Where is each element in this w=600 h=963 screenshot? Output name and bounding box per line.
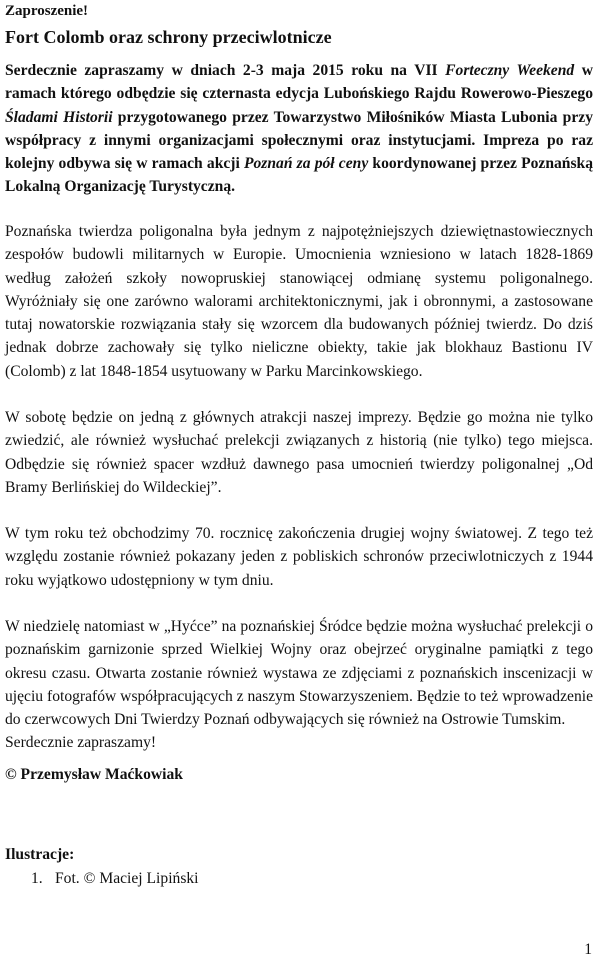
intro-text-3: przygotowanego przez Towarzystwo Miłośników Miasta Lubonia przy współpracy z innymi organizacjami społecznymi oraz instytucjami. Impreza po raz kolejny odbywa się w ramach akcji bbox=[5, 108, 593, 173]
illustrations-heading: Ilustracje: bbox=[5, 846, 75, 863]
event-name: Forteczny Weekend bbox=[445, 62, 575, 79]
page-number: 1 bbox=[584, 941, 592, 958]
paragraph-saturday: W sobotę będzie on jedną z głównych atrakcji naszej imprezy. Będzie go można nie tylko zwiedzić, ale również wysłuchać prelekcji związanych z historią (nie tylko) tego miejsca. Odbędzie się również spacer wzdłuż dawnego pasa umocnień twierdzy poligonalnej „Od Bramy Berlińskiej do Wildeckiej”. bbox=[5, 409, 593, 496]
intro-text-4: koordynowanej przez Poznańską Lokalną Organizację Turystyczną. bbox=[5, 155, 593, 196]
paragraph-anniversary: W tym roku też obchodzimy 70. rocznicę zakończenia drugiej wojny światowej. Z tego też względu zostanie również pokazany jeden z pobliskich schronów przeciwlotniczych z 1944 roku wyjątkowo udostępniony w tym dniu. bbox=[5, 525, 593, 589]
illustration-credit: Fot. © Maciej Lipiński bbox=[55, 870, 199, 887]
author-signature: © Przemysław Maćkowiak bbox=[5, 766, 183, 783]
invitation-label: Zaproszenie! bbox=[5, 3, 89, 19]
illustration-item bbox=[31, 870, 199, 888]
rally-name: Śladami Historii bbox=[5, 108, 113, 126]
intro-text-1: Serdecznie zapraszamy w dniach 2-3 maja 2015 roku na VII bbox=[5, 62, 446, 79]
illustration-number: 1. bbox=[31, 870, 43, 887]
paragraph-fortress: Poznańska twierdza poligonalna była jednym z najpotężniejszych dziewiętnastowiecznych zespołów budowli militarnych w Europie. Umocnienia wzniesiono w latach 1828-1869 według założeń szkoły nowopruskiej stanowiącej odmianę systemu poligonalnego. Wyróżniały się one zarówno walorami architektonicznymi, jak i obronnymi, a zastosowane tutaj nowatorskie rozwiązania stały się wzorcem dla budowanych później twierdz. Do dziś jednak dobrze zachowały się tylko nieliczne obiekty, takie jak blokhauz Bastionu IV (Colomb) z lat 1848-1854 usytuowany w Parku Marcinkowskiego. bbox=[5, 223, 593, 380]
intro-paragraph bbox=[5, 59, 593, 199]
paragraph-sunday: W niedzielę natomiast w „Hyćce” na poznańskiej Śródce będzie można wysłuchać prelekcji o poznańskim garnizonie sprzed Wielkiej Wojny oraz obejrzeć oryginalne pamiątki z tego okresu czasu. Otwarta zostanie również wystawa ze zdjęciami z poznańskich inscenizacji w ujęciu fotografów współpracujących z naszym Stowarzyszeniem. Będzie to też wprowadzenie do czerwcowych Dni Twierdzy Poznań odbywających się również na Ostrowie Tumskim. bbox=[5, 618, 594, 729]
campaign-name: Poznań za pół ceny bbox=[243, 155, 369, 173]
document-title: Fort Colomb oraz schrony przeciwlotnicze bbox=[5, 27, 332, 47]
paragraph-closing: Serdecznie zapraszamy! bbox=[5, 734, 157, 751]
intro-text-2: w ramach którego odbędzie się czternasta edycja Lubońskiego Rajdu Rowerowo-Pieszego bbox=[5, 62, 593, 103]
